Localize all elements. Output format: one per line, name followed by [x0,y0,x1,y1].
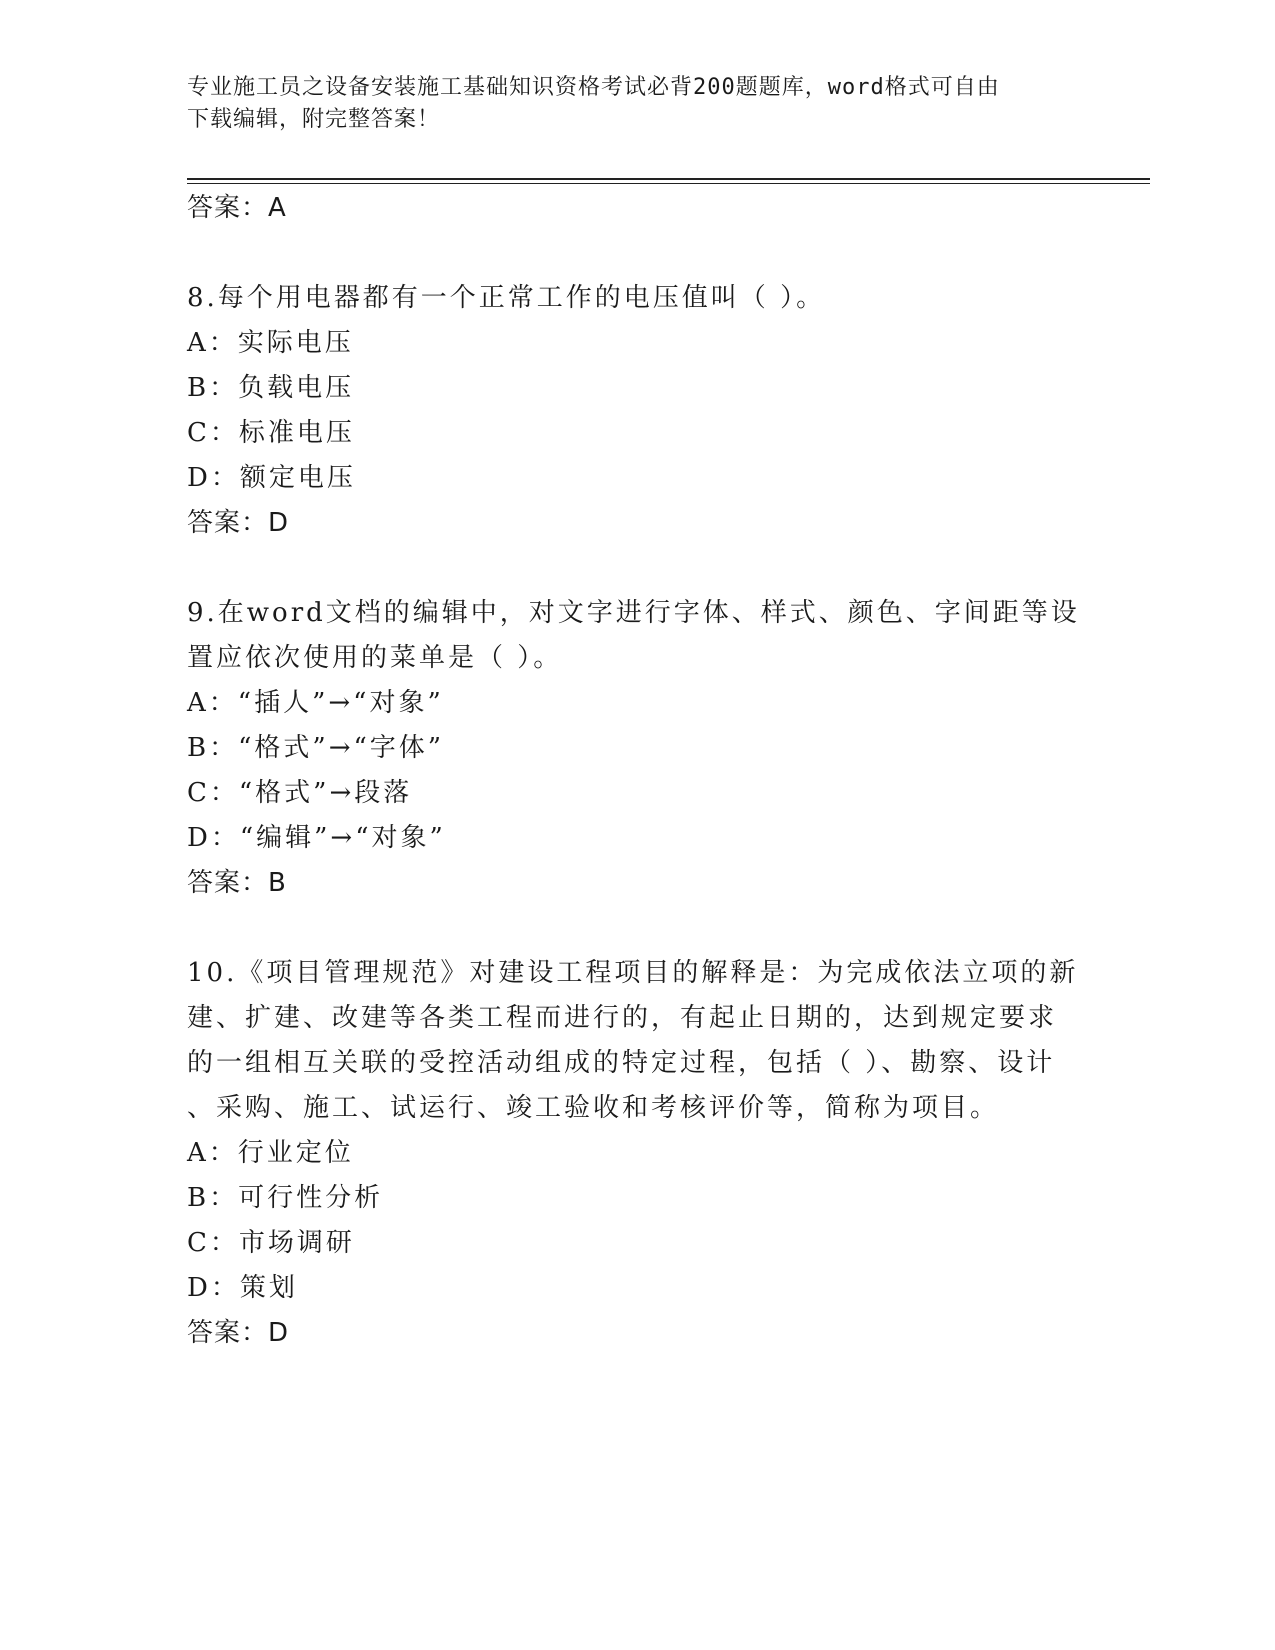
document-body [187,186,1087,1356]
answer-line: 答案：A [187,193,287,223]
question-stem: 置应依次使用的菜单是（ ）。 [187,643,563,673]
spacer [187,546,1087,591]
option-d: D：“编辑”→“对象” [187,823,446,853]
answer-line: 答案：D [187,1318,290,1348]
option-b: B：“格式”→“字体” [187,733,445,763]
question-9 [187,591,1087,906]
answer-line: 答案：D [187,508,290,538]
question-stem: 建、扩建、改建等各类工程而进行的，有起止日期的，达到规定要求 [187,1003,1058,1033]
question-10 [187,951,1087,1356]
header-rule [187,178,1150,180]
option-c: C：“格式”→段落 [187,778,413,808]
option-c: C：市场调研 [187,1228,355,1258]
question-stem: 10.《项目管理规范》对建设工程项目的解释是：为完成依法立项的新 [187,958,1079,988]
spacer [187,231,1087,276]
spacer [187,906,1087,951]
question-8 [187,276,1087,546]
option-a: A：行业定位 [187,1138,354,1168]
option-a: A：“插人”→“对象” [187,688,444,718]
question-stem: 9.在word文档的编辑中，对文字进行字体、样式、颜色、字间距等设 [187,598,1080,628]
header-line-1: 专业施工员之设备安装施工基础知识资格考试必背200题题库，word格式可自由 [187,75,1000,100]
header-rule-thin [187,183,1150,184]
option-b: B：可行性分析 [187,1183,384,1213]
option-d: D：额定电压 [187,463,356,493]
question-stem: 8.每个用电器都有一个正常工作的电压值叫（ ）。 [187,283,826,313]
option-a: A：实际电压 [187,328,354,358]
header-line-2: 下载编辑，附完整答案！ [187,107,441,132]
question-stem: 、采购、施工、试运行、竣工验收和考核评价等，简称为项目。 [187,1093,1000,1123]
question-stem: 的一组相互关联的受控活动组成的特定过程，包括（ ）、勘察、设计 [187,1048,1056,1078]
answer-line: 答案：B [187,868,287,898]
option-b: B：负载电压 [187,373,355,403]
option-c: C：标准电压 [187,418,355,448]
option-d: D：策划 [187,1273,298,1303]
document-header [187,72,1087,136]
